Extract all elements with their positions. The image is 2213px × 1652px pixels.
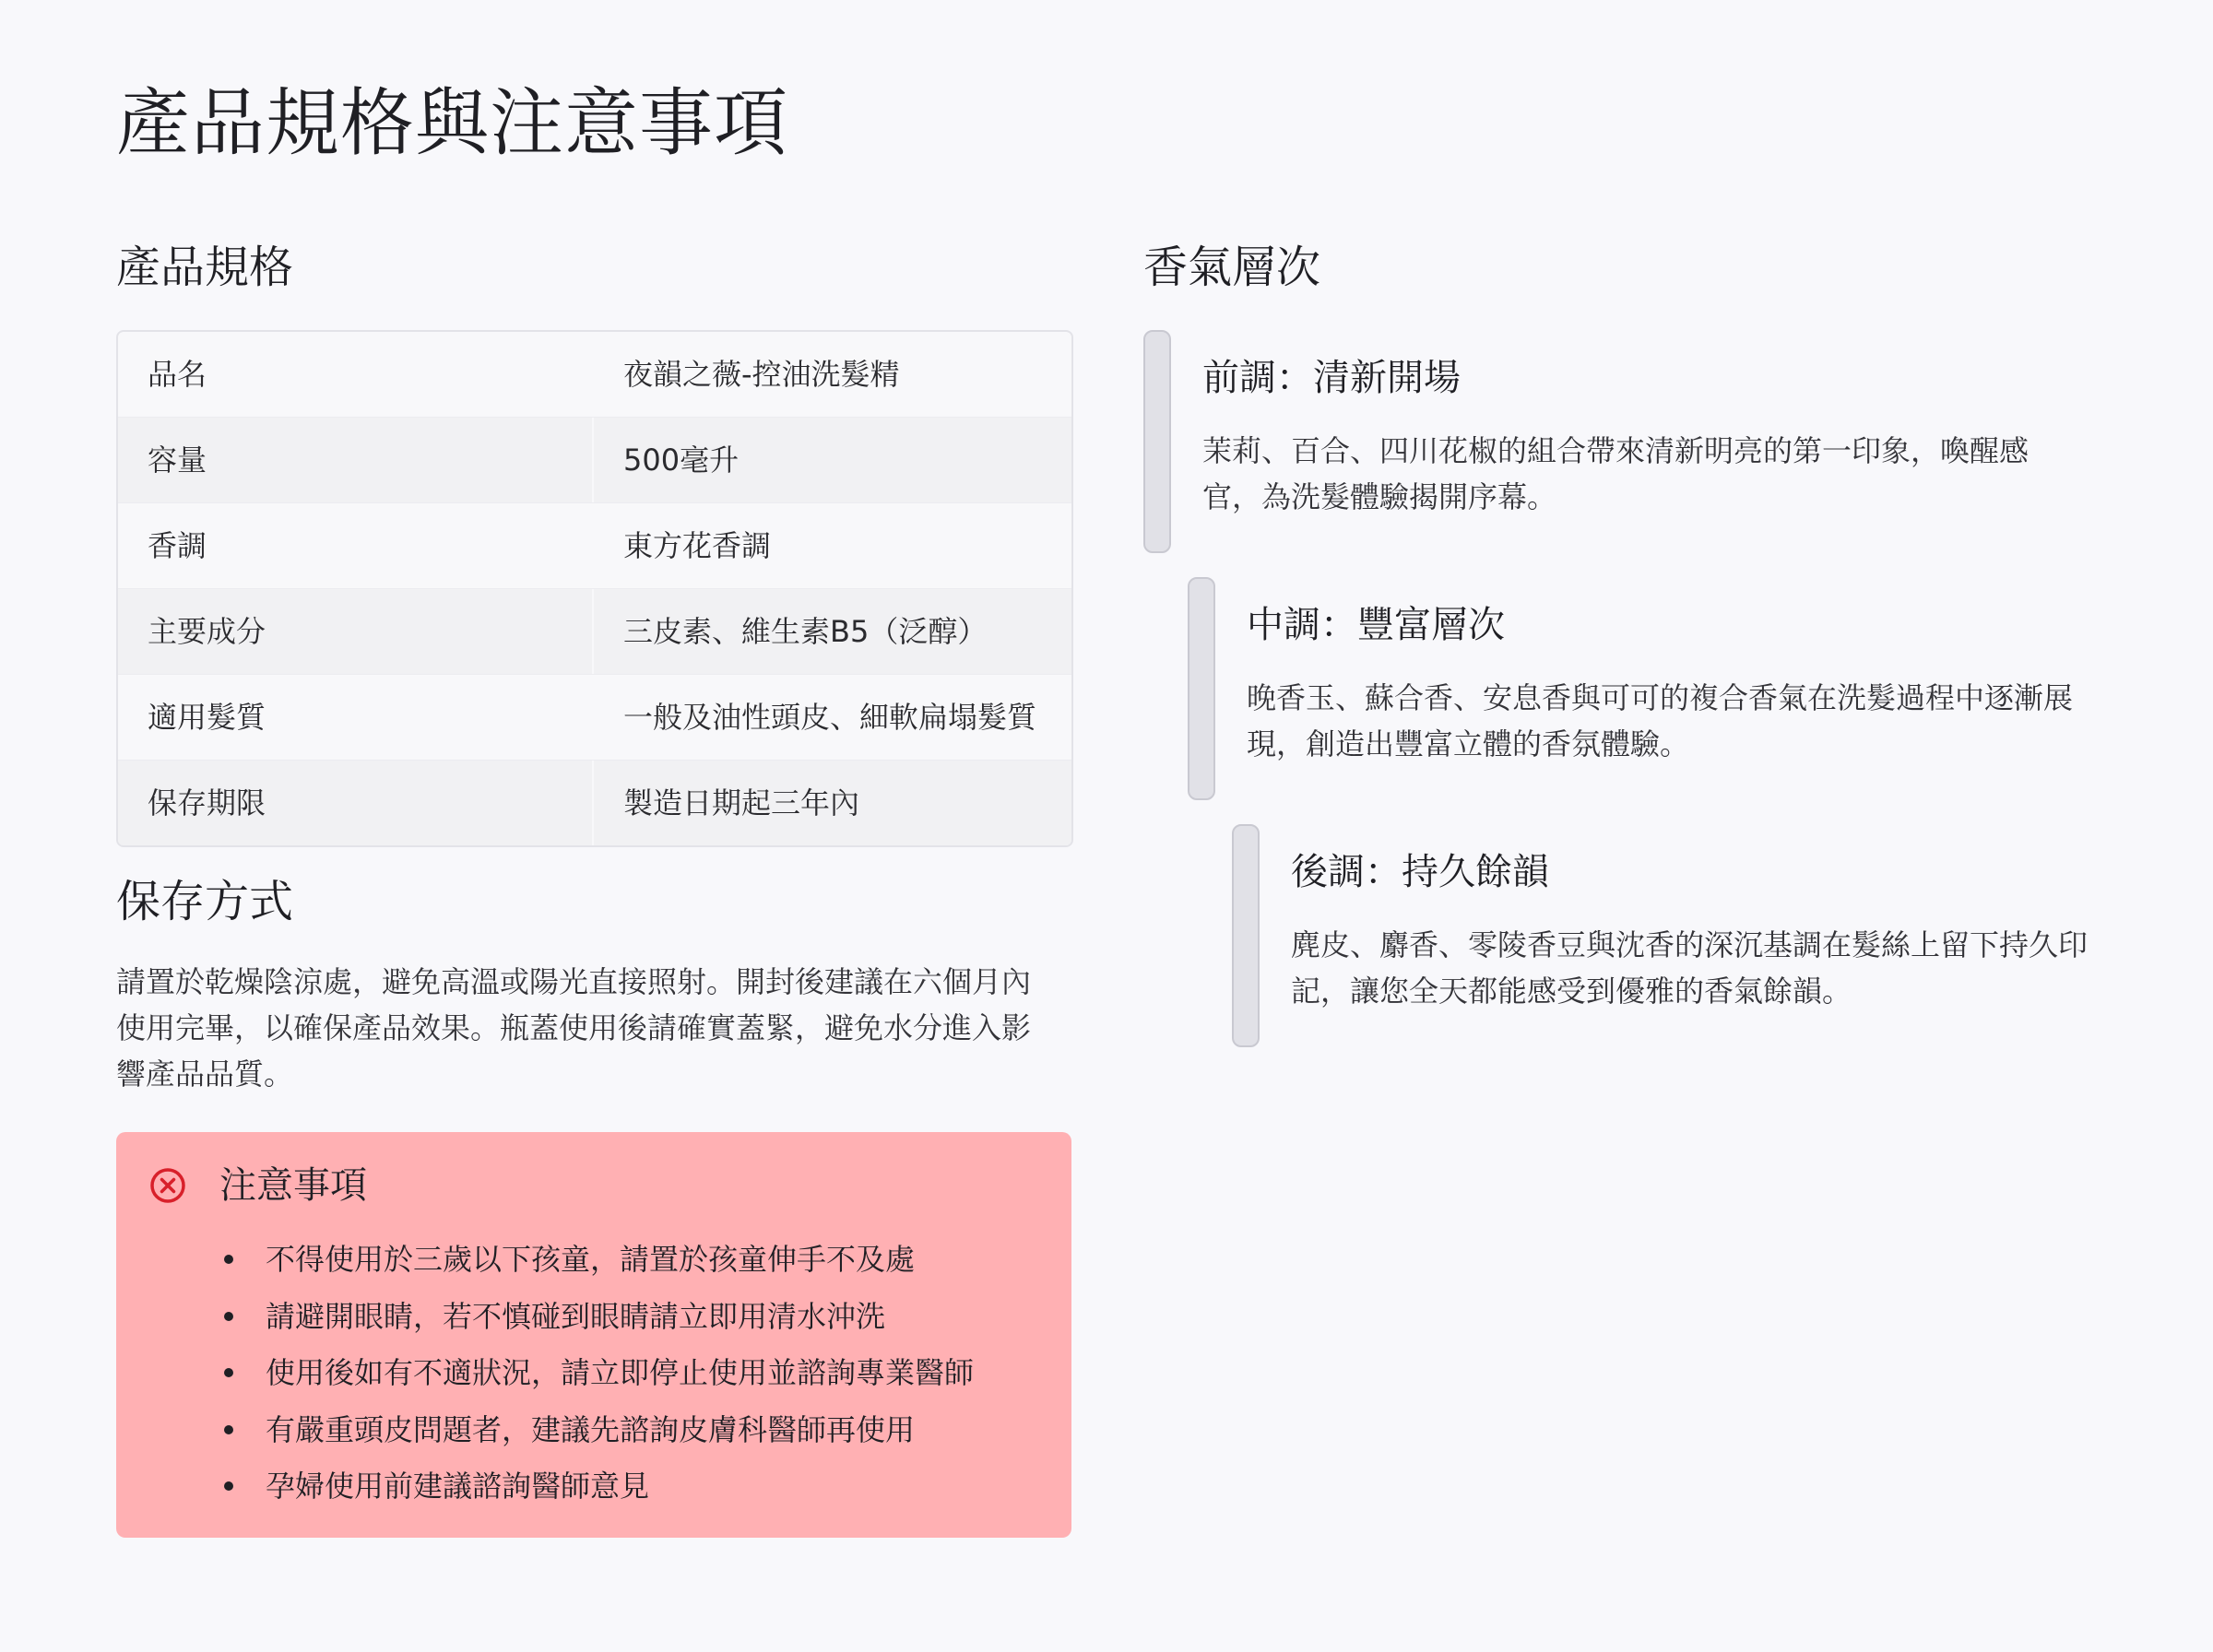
warning-item <box>116 1352 974 1410</box>
spec-heading: 產品規格 <box>116 242 294 293</box>
spec-label: 主要成分 <box>118 589 594 674</box>
bullet-icon <box>224 1425 233 1434</box>
storage-text: 請置於乾燥陰涼處，避免高溫或陽光直接照射。開封後建議在六個月內使用完畢，以確保產品效果。瓶蓋使用後請確實蓋緊，避免水分進入影響產品品質。 <box>116 964 1032 1092</box>
spec-label: 容量 <box>118 418 594 502</box>
warning-item-text: 請避開眼睛，若不慎碰到眼睛請立即用清水沖洗 <box>266 1298 886 1334</box>
spec-value: 製造日期起三年內 <box>623 785 860 820</box>
spec-value: 夜韻之薇-控油洗髮精 <box>623 357 900 392</box>
note-text: 麂皮、麝香、零陵香豆與沈香的深沉基調在髮絲上留下持久印記，讓您全天都能感受到優雅的香氣餘韻。 <box>1291 927 2089 1009</box>
spec-row-hair-type <box>118 675 1071 761</box>
warning-item <box>116 1296 974 1353</box>
bullet-icon <box>224 1481 233 1491</box>
warning-title: 注意事項 <box>219 1164 367 1207</box>
storage-heading: 保存方式 <box>116 876 294 927</box>
spec-row-shelf-life <box>118 761 1071 845</box>
spec-value: 東方花香調 <box>623 528 772 563</box>
bullet-icon <box>224 1368 233 1377</box>
page-title: 產品規格與注意事項 <box>116 80 788 166</box>
warning-list <box>116 1239 974 1523</box>
spec-label: 香調 <box>148 528 207 563</box>
spec-row-ingredients <box>118 589 1071 675</box>
spec-label: 品名 <box>148 357 207 392</box>
note-indicator-bar <box>1188 577 1215 800</box>
warning-item <box>116 1410 974 1467</box>
bullet-icon <box>224 1312 233 1321</box>
note-indicator-bar <box>1232 824 1260 1047</box>
spec-row-scent <box>118 503 1071 589</box>
note-title: 前調：清新開場 <box>1202 357 1461 399</box>
spec-label: 適用髮質 <box>148 700 266 735</box>
spec-value: 三皮素、維生素B5（泛醇） <box>623 614 988 649</box>
note-indicator-bar <box>1143 330 1171 553</box>
x-circle-icon <box>149 1167 186 1204</box>
warning-item-text: 孕婦使用前建議諮詢醫師意見 <box>266 1469 650 1504</box>
spec-row-name <box>118 332 1071 418</box>
spec-row-volume <box>118 418 1071 503</box>
note-title: 中調：豐富層次 <box>1247 604 1505 646</box>
note-text: 晚香玉、蘇合香、安息香與可可的複合香氣在洗髮過程中逐漸展現，創造出豐富立體的香氛體驗。 <box>1247 680 2074 761</box>
scent-heading: 香氣層次 <box>1143 242 1321 293</box>
warning-box <box>116 1132 1071 1538</box>
note-title: 後調：持久餘韻 <box>1291 851 1549 893</box>
warning-item-text: 有嚴重頭皮問題者，建議先諮詢皮膚科醫師再使用 <box>266 1411 916 1447</box>
spec-table <box>116 330 1073 847</box>
bullet-icon <box>224 1255 233 1264</box>
warning-item <box>116 1239 974 1296</box>
warning-item-text: 不得使用於三歲以下孩童，請置於孩童伸手不及處 <box>266 1242 916 1277</box>
spec-value: 500毫升 <box>623 442 740 478</box>
warning-item <box>116 1466 974 1523</box>
warning-item-text: 使用後如有不適狀況，請立即停止使用並諮詢專業醫師 <box>266 1355 975 1390</box>
spec-value: 一般及油性頭皮、細軟扁塌髮質 <box>623 700 1037 735</box>
spec-label: 保存期限 <box>118 761 594 845</box>
note-text: 茉莉、百合、四川花椒的組合帶來清新明亮的第一印象，喚醒感官，為洗髮體驗揭開序幕。 <box>1202 433 2030 514</box>
